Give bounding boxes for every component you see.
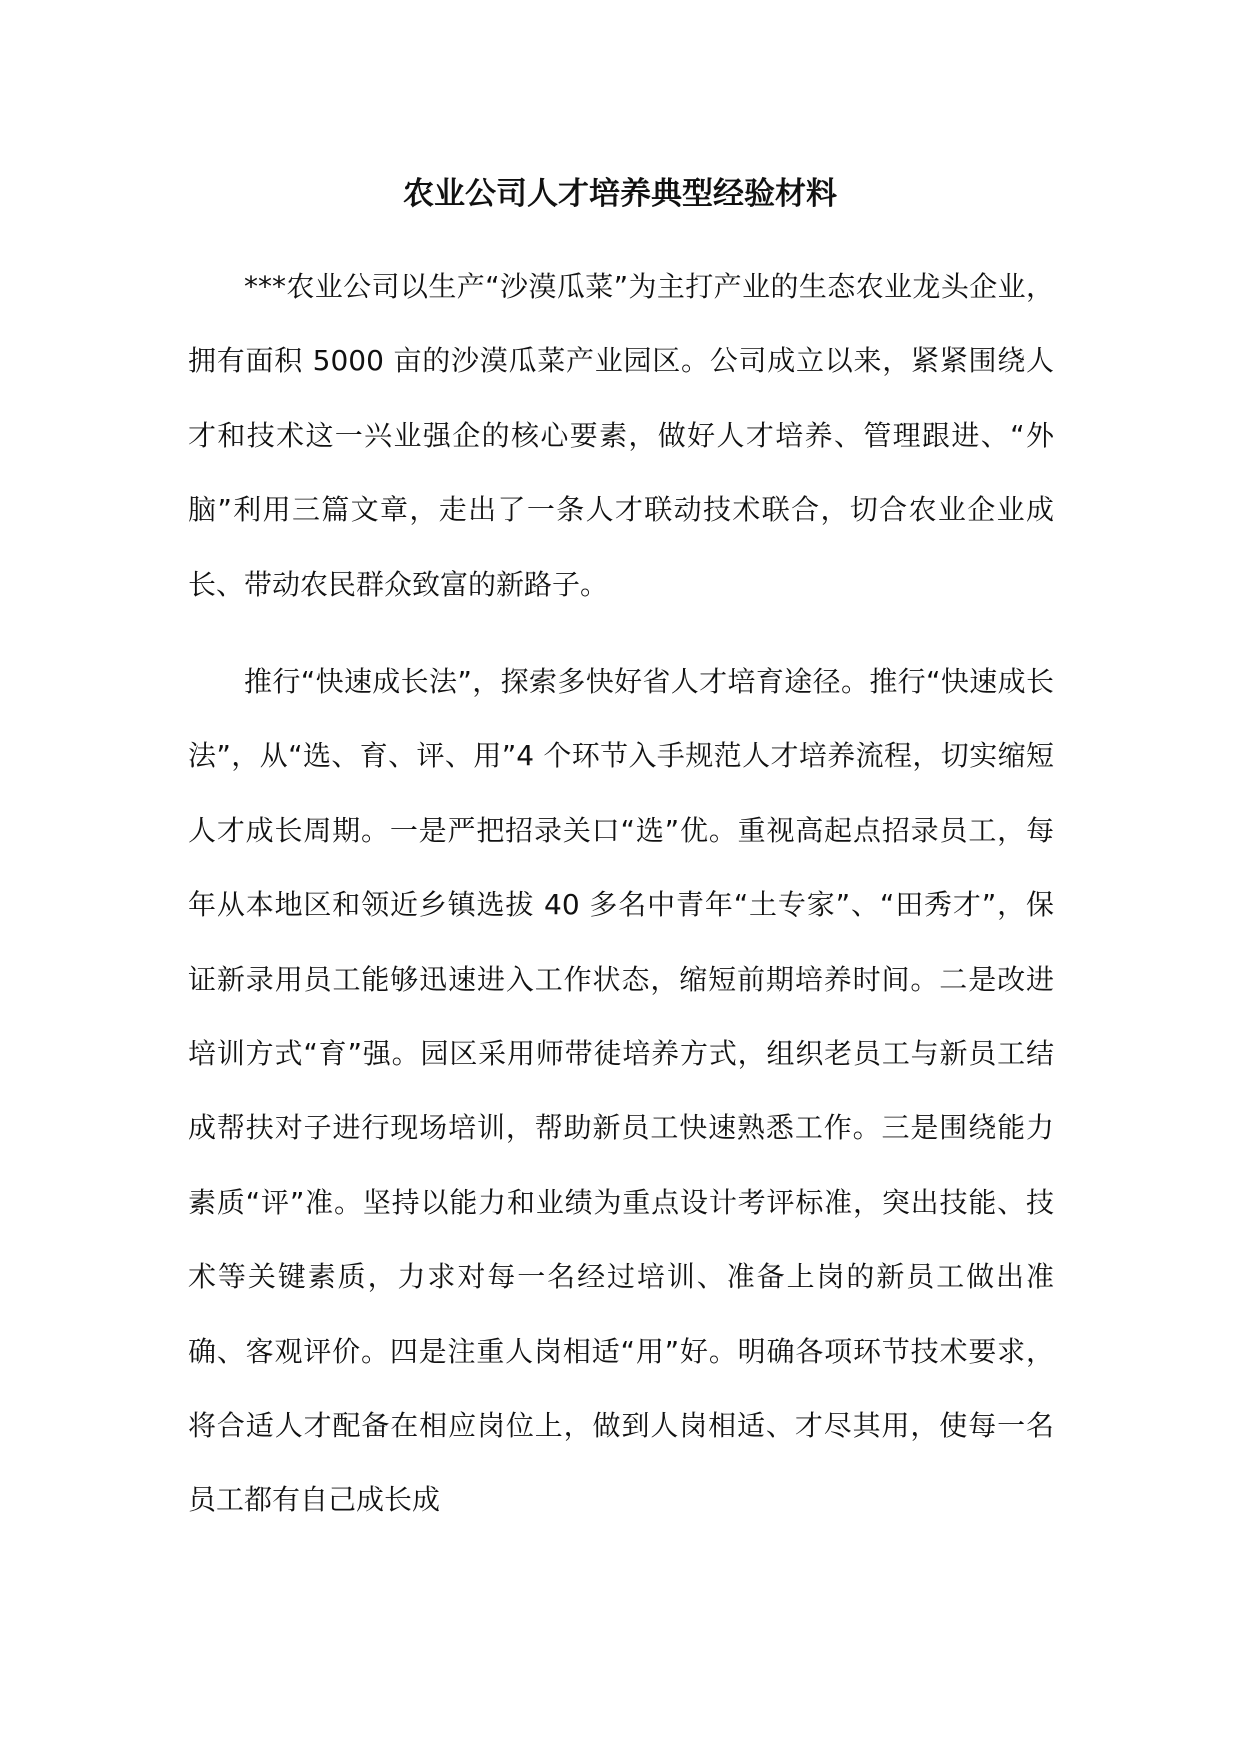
paragraph-intro: ***农业公司以生产“沙漠瓜菜”为主打产业的生态农业龙头企业，拥有面积 5000 亩的沙漠瓜菜产业园区。公司成立以来，紧紧围绕人才和技术这一兴业强企的核心要素，做好人才培养、管理跟进、“外脑”利用三篇文章，走出了一条人才联动技术联合，切合农业企业成长、带动农民群众致富的新路子。	[188, 270, 1054, 601]
document-title: 农业公司人才培养典型经验材料	[403, 176, 837, 212]
paragraph-fast-growth: 推行“快速成长法”，探索多快好省人才培育途径。推行“快速成长法”，从“选、育、评、用”4 个环节入手规范人才培养流程，切实缩短人才成长周期。一是严把招录关口“选”优。重视高起点招录员工，每年从本地区和领近乡镇选拔 40 多名中青年“土专家”、“田秀才”，保证新录用员工能够迅速进入工作状态，缩短前期培养时间。二是改进培训方式“育”强。园区采用师带徒培养方式，组织老员工与新员工结成帮扶对子进行现场培训，帮助新员工快速熟悉工作。三是围绕能力素质“评”准。坚持以能力和业绩为重点设计考评标准，突出技能、技术等关键素质，力求对每一名经过培训、准备上岗的新员工做出准确、客观评价。四是注重人岗相适“用”好。明确各项环节技术要求，将合适人才配备在相应岗位上，做到人岗相适、才尽其用，使每一名员工都有自己成长成	[188, 665, 1054, 1517]
